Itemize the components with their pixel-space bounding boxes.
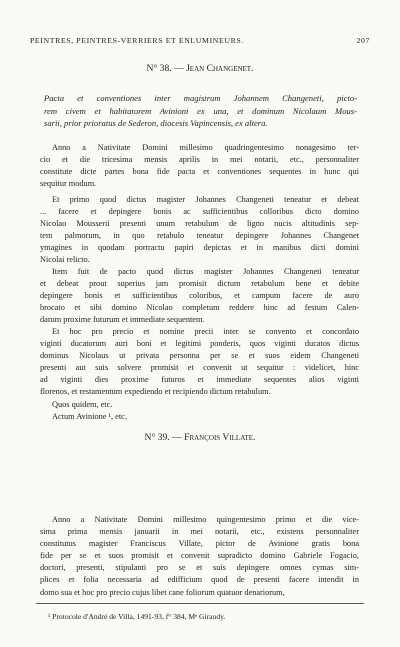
text-line: Quos quidem, etc. bbox=[52, 400, 113, 409]
text-line: sima prima mensis januarii in mei notarii, etc., existens personnaliter bbox=[40, 527, 359, 537]
text-line: depingere bonis et sufficientibus coloribus, et campum facere de auro bbox=[40, 291, 359, 301]
running-head bbox=[30, 36, 370, 45]
running-head-title: PEINTRES, PEINTRES-VERRIERS ET ENLUMINEURS. bbox=[30, 36, 244, 45]
footnote-divider bbox=[36, 603, 364, 604]
text-line: et debeat prout superius jam promisit dictum retabulum bene et debite bbox=[40, 279, 359, 289]
intro-line: sarii, prior prioratus de Sederon, diocesis Vapincensis, ex altera. bbox=[44, 118, 268, 128]
text-line: domo sua et hoc pro precio cujus libet cane foliorum quatuor denariorum, bbox=[40, 587, 285, 597]
text-line: ... facere et depingere bonis ac sufficientibus colloribus dicto domino bbox=[40, 207, 359, 217]
text-line: constitute dicte partes bona fide pacta et conventiones sequentes in hunc qui bbox=[40, 167, 359, 177]
document-39-number: N° 39. bbox=[144, 432, 170, 443]
text-line: ymagines in quodam portractu papiri depictas et in manibus dicti domini bbox=[40, 243, 359, 253]
document-39-paragraph-1 bbox=[40, 514, 359, 599]
page-number: 207 bbox=[356, 36, 370, 45]
document-39-name: François Villate. bbox=[184, 432, 256, 443]
intro-line: Pacta et conventiones inter magistrum Johannem Changeneti, picto- bbox=[44, 93, 357, 103]
text-line: Anno a Nativitate Domini millesimo quadringentesimo nonagesimo ter- bbox=[52, 143, 359, 152]
document-38-paragraph-3 bbox=[40, 266, 359, 326]
text-line: florenos, et restamentum expediendo et recipiendo dictum retabulum. bbox=[40, 387, 271, 397]
text-line: ad viginti dies proxime futuros et immediate sequentes alios viginti bbox=[40, 375, 359, 385]
text-line: tem palmorum, in quo retabulo teneatur depingere Johannes Changenet bbox=[40, 231, 359, 241]
document-38-name: Jean Changenet. bbox=[186, 63, 254, 74]
text-line: dominus Nicolaus ut privata personna per se et suos eidem Changeneti bbox=[40, 351, 359, 361]
document-38-paragraph-5 bbox=[40, 399, 359, 411]
document-38-paragraph-4 bbox=[40, 326, 359, 399]
text-line: Et hoc pro precio et nomine precii inter se convento et concordato bbox=[52, 327, 359, 336]
footnote: ¹ Protocole d'André de Villa, 1491-93, f° 384, Mᵉ Giraudy. bbox=[48, 612, 226, 621]
text-line: fide per se et suos promisit et convenit supradicto domino Gabriele Fogacio, bbox=[40, 551, 359, 561]
document-39-heading bbox=[0, 432, 400, 443]
text-line: Item fuit de pacto quod dictus magister Johannes Changeneti teneatur bbox=[52, 267, 359, 276]
text-line: brocato et sibi domino Nicolao completum reddere hinc ad festum Calen- bbox=[40, 303, 359, 313]
document-38-paragraph-2 bbox=[40, 194, 359, 267]
text-line: Actum Avinione ¹, etc. bbox=[52, 412, 127, 421]
text-line: constitutus magister Franciscus Villate, pictor de Avinione gratis bona bbox=[40, 539, 359, 549]
text-line: Nicolao Mousserii presenti unum retabulum de ligno nucis altitudinis sep- bbox=[40, 219, 359, 229]
text-line: sequitur modum. bbox=[40, 179, 97, 189]
document-38-number: N° 38. bbox=[146, 63, 172, 74]
document-38-heading bbox=[0, 63, 400, 74]
text-line: darum proxime futurum et immediate sequentem. bbox=[40, 315, 205, 325]
document-38-paragraph-6 bbox=[40, 411, 359, 423]
text-line: presenti aut suis solvere promisit et convenit ut sequitur : videlicet, hinc bbox=[40, 363, 359, 373]
document-39-dash: — bbox=[172, 432, 182, 443]
text-line: Nicolai relicto. bbox=[40, 255, 90, 265]
document-38-dash: — bbox=[174, 63, 184, 74]
document-38-intro bbox=[44, 92, 357, 130]
text-line: plices et folia necessaria ad edifficium quod de presenti facere intendit in bbox=[40, 575, 359, 585]
text-line: cio et die tricesima mensis aprilis in mei notarii, etc., personnaliter bbox=[40, 155, 359, 165]
text-line: Et primo quod dictus magister Johannes Changeneti teneatur et debeat bbox=[52, 195, 359, 204]
text-line: Anno a Nativitate Domini millesimo quingentesimo primo et die vice- bbox=[52, 515, 359, 524]
document-38-paragraph-1 bbox=[40, 142, 359, 190]
text-line: doctori, presenti, stipulanti pro se et suis depingere omnes cymas sim- bbox=[40, 563, 359, 573]
intro-line: rem civem et habitatorem Avinioni ex una, et dominum Nicolaum Mous- bbox=[44, 105, 357, 116]
text-line: viginti ducatorum auri boni et legitimi ponderis, quos viginti ducatos dictus bbox=[40, 339, 359, 349]
